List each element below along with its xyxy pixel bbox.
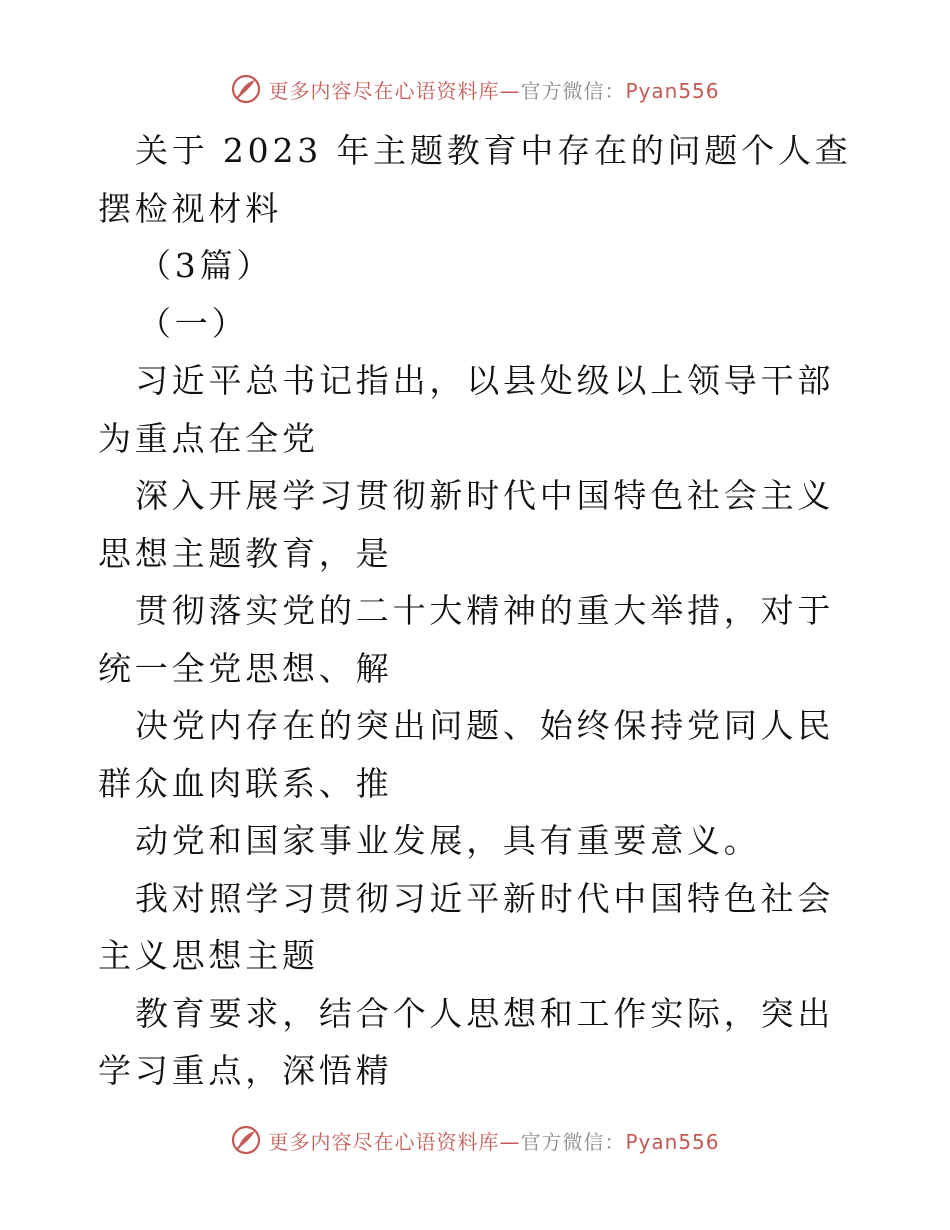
body-paragraph: 习近平总书记指出，以县处级以上领导干部为重点在全党 <box>98 361 835 458</box>
section-label: （一） <box>138 303 249 343</box>
body-paragraph: 我对照学习贯彻习近平新时代中国特色社会主义思想主题 <box>98 878 835 975</box>
body-paragraph: 贯彻落实党的二十大精神的重大举措，对于统一全党思想、解 <box>98 591 835 688</box>
header-watermark-banner <box>0 72 950 106</box>
header-dash: — <box>499 78 521 103</box>
header-wechat-id: Pyan556 <box>625 78 720 103</box>
document-title: 关于 2023 年主题教育中存在的问题个人查摆检视材料 <box>98 131 852 228</box>
body-paragraph: 动党和国家事业发展，具有重要意义。 <box>135 821 761 860</box>
header-banner-text <box>268 75 719 104</box>
brand-logo-icon <box>230 73 262 105</box>
body-paragraph: 教育要求，结合个人思想和工作实际，突出学习重点，深悟精 <box>98 993 835 1090</box>
footer-watermark-banner <box>0 1123 950 1157</box>
footer-site-text: 更多内容尽在心语资料库 <box>268 1129 500 1154</box>
header-site-text: 更多内容尽在心语资料库 <box>268 78 500 103</box>
brand-logo-icon <box>230 1124 262 1156</box>
footer-wechat-label: 官方微信： <box>520 1129 626 1154</box>
footer-banner-text <box>268 1126 719 1155</box>
footer-wechat-id: Pyan556 <box>625 1129 720 1154</box>
header-wechat-label: 官方微信： <box>520 78 626 103</box>
body-paragraph: 深入开展学习贯彻新时代中国特色社会主义思想主题教育，是 <box>98 476 835 573</box>
footer-dash: — <box>499 1129 521 1154</box>
document-subtitle: （3篇） <box>138 246 274 285</box>
body-paragraph: 决党内存在的突出问题、始终保持党同人民群众血肉联系、推 <box>98 706 835 803</box>
document-body <box>98 122 854 1100</box>
